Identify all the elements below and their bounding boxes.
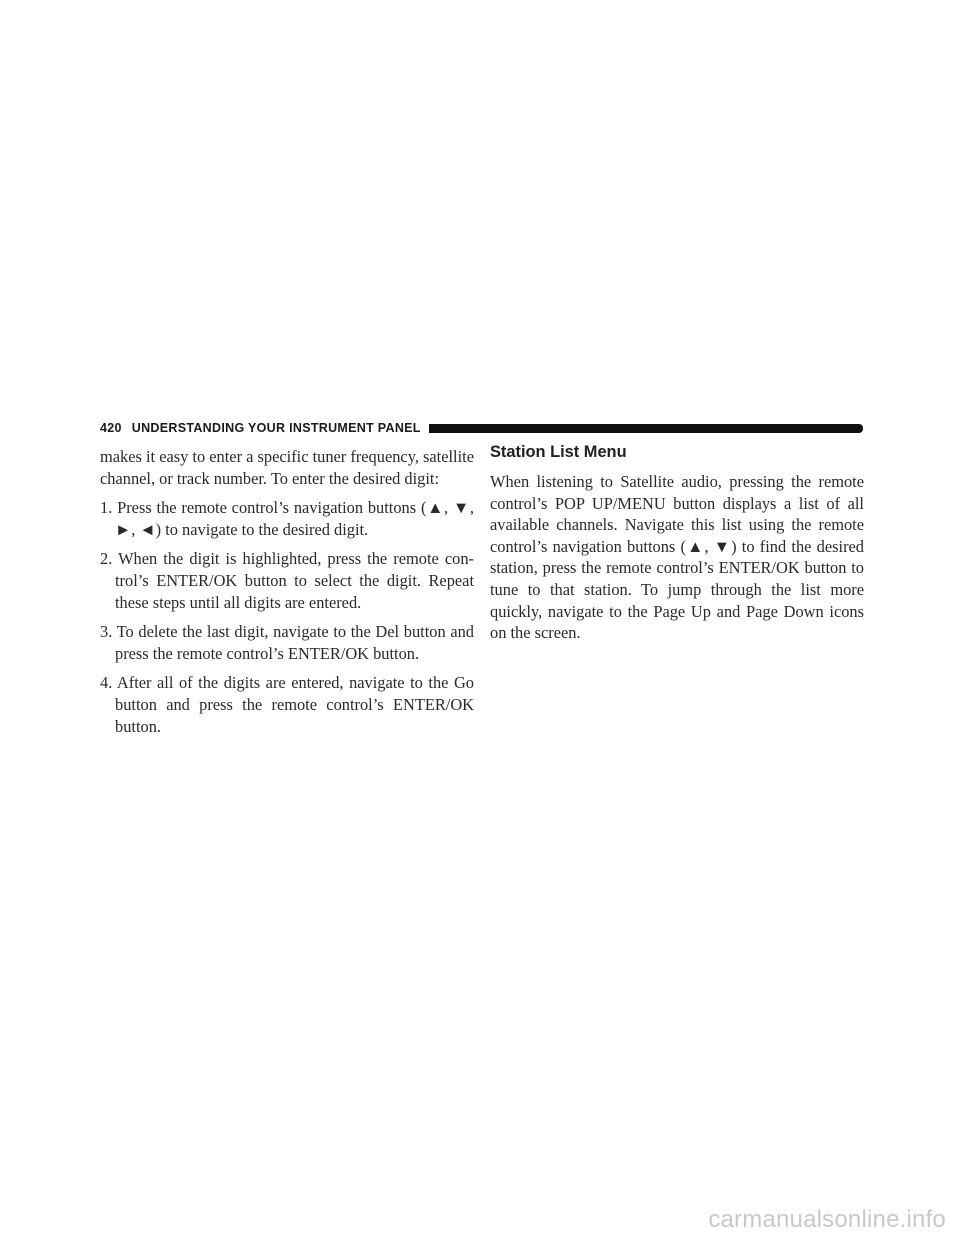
right-column (490, 443, 864, 644)
left-column (100, 446, 474, 745)
step-item: 1. Press the remote control’s navigation buttons (▲, ▼, ►, ◄) to navigate to the desired digit. (100, 498, 474, 539)
section-title: UNDERSTANDING YOUR INSTRUMENT PANEL (131, 421, 421, 435)
header-rule (429, 424, 863, 433)
digit-entry-steps (100, 497, 474, 737)
intro-paragraph: makes it easy to enter a specific tuner frequency, satellite channel, or track number. To enter the desired digit: (100, 447, 474, 488)
step-item: 2. When the digit is highlighted, press the remote con-trol’s ENTER/OK button to select the digit. Repeat these steps until all digits are entered. (100, 549, 474, 612)
section-heading: Station List Menu (490, 443, 627, 461)
step-item: 4. After all of the digits are entered, navigate to the Go button and press the remote control’s ENTER/OK button. (100, 673, 474, 736)
page-header (100, 418, 863, 438)
page-number: 420 (100, 421, 122, 435)
station-list-paragraph: When listening to Satellite audio, pressing the remote control’s POP UP/MENU button displays a list of all available channels. Navigate this list using the remote control’s navigation buttons (▲, ▼) to find the desired station, press the remote control’s ENTER/OK button to tune to that station. To jump through the list more quickly, navigate to the Page Up and Page Down icons on the screen. (490, 472, 864, 643)
watermark: carmanualsonline.info (708, 1206, 946, 1233)
step-item: 3. To delete the last digit, navigate to the Del button and press the remote control’s ENTER/OK button. (100, 622, 474, 663)
